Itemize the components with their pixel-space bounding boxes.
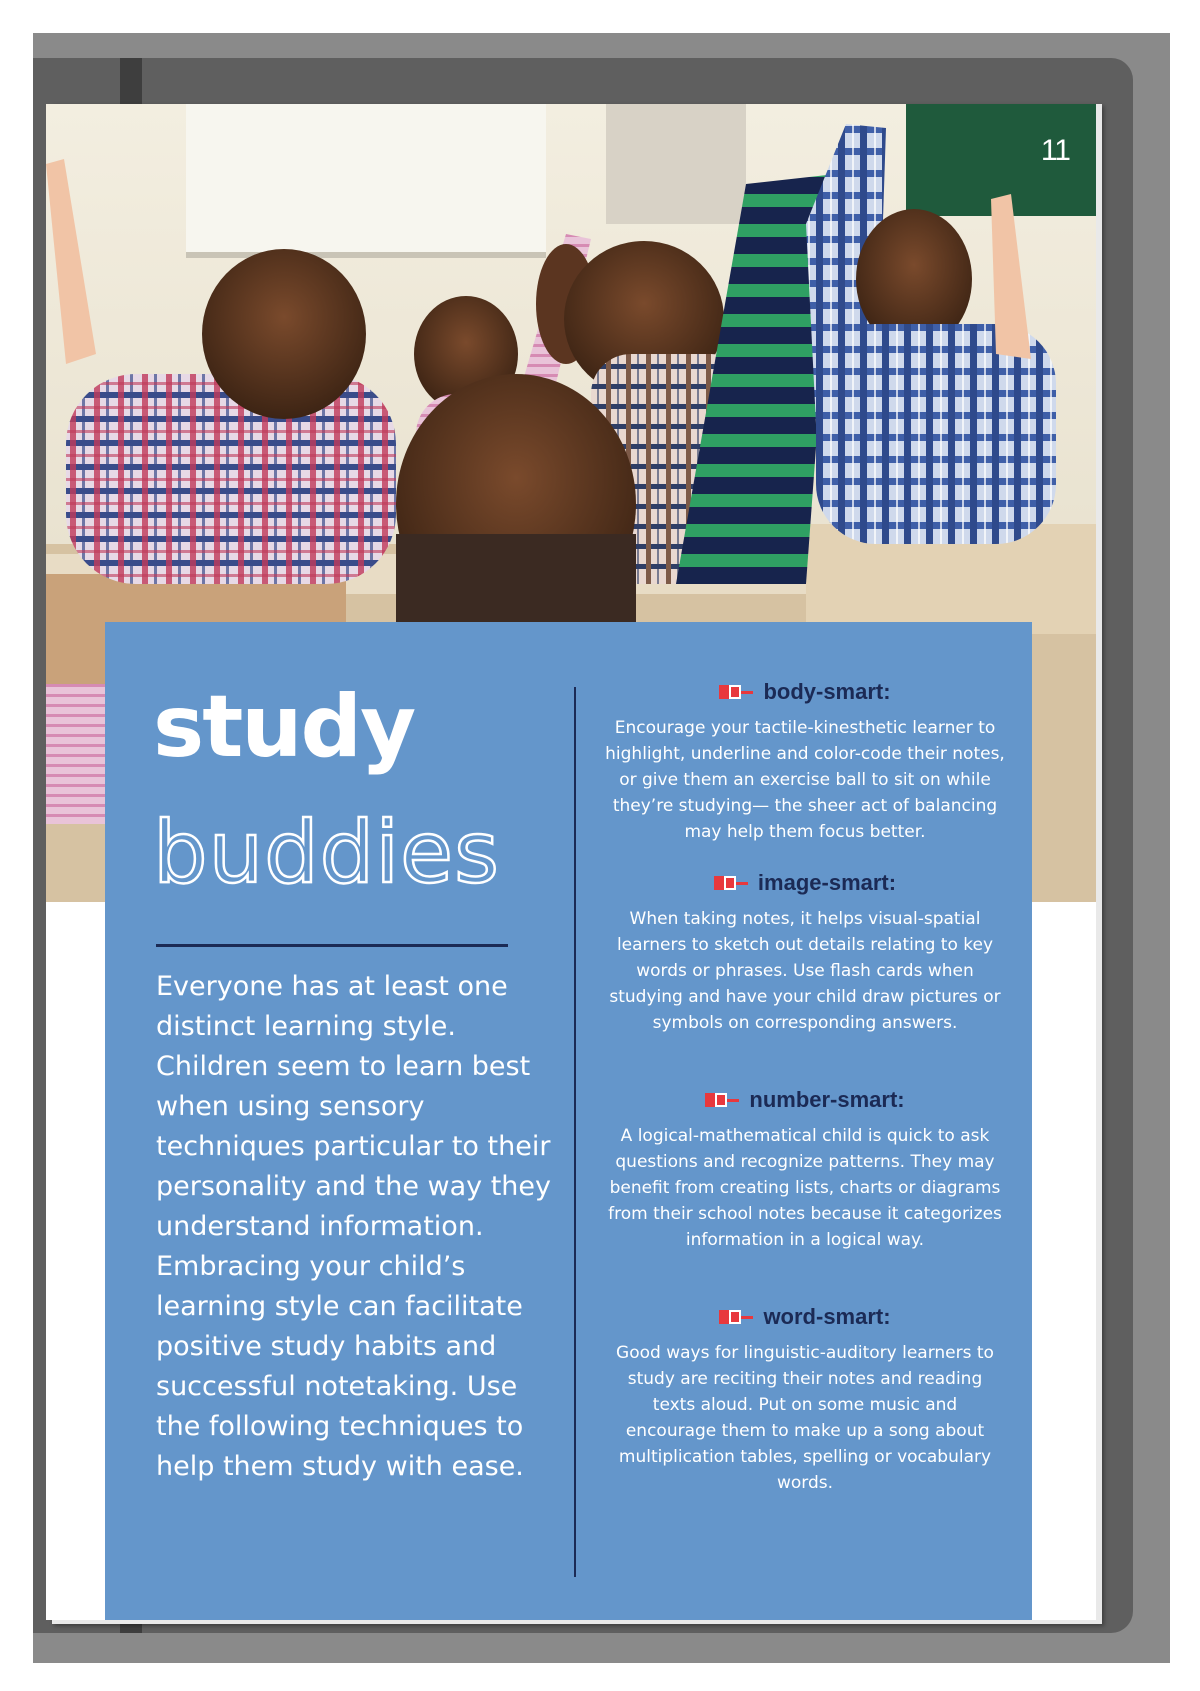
tip-heading bbox=[605, 1087, 1005, 1113]
tip-body-smart bbox=[605, 679, 1005, 845]
intro-paragraph: Everyone has at least one distinct learning style. Children seem to learn best when using sensory techniques particular to their personality and the way they understand information. Embracing your child’s learning style can facilitate positive study habits and successful notetaking. Use the following techniques to help them study with ease. bbox=[156, 971, 551, 1482]
tip-heading bbox=[605, 679, 1005, 705]
tip-text: Encourage your tactile-kinesthetic learner to highlight, underline and color-code their notes, or give them an exercise ball to sit on while they’re studying— the sheer act of balancing may help them focus better. bbox=[605, 718, 1005, 842]
title-divider bbox=[156, 944, 508, 947]
title-buddies: buddies bbox=[153, 803, 500, 903]
tip-title: word-smart: bbox=[763, 1304, 891, 1329]
flag-icon bbox=[719, 1307, 753, 1327]
content-panel bbox=[105, 622, 1032, 1620]
tip-image-smart bbox=[605, 870, 1005, 1036]
flag-icon bbox=[719, 682, 753, 702]
tip-title: image-smart: bbox=[757, 870, 897, 895]
title-study: study bbox=[153, 677, 415, 777]
column-divider bbox=[574, 687, 576, 1577]
flag-icon bbox=[705, 1090, 739, 1110]
tip-text: Good ways for linguistic-auditory learners to study are reciting their notes and reading texts aloud. Put on some music and encourage them to make up a song about multiplication tables, spelling or vocabulary words. bbox=[616, 1343, 994, 1493]
magazine-page bbox=[46, 104, 1096, 1620]
tip-heading bbox=[605, 1304, 1005, 1330]
tip-word-smart bbox=[605, 1304, 1005, 1496]
tip-heading bbox=[605, 870, 1005, 896]
tip-text: When taking notes, it helps visual-spatial learners to sketch out details relating to key words or phrases. Use flash cards when studying and have your child draw pictures or symbols on corresponding answers. bbox=[609, 909, 1001, 1033]
page-number: 11 bbox=[1040, 134, 1070, 167]
tip-title: number-smart: bbox=[749, 1087, 905, 1112]
flag-icon bbox=[714, 873, 748, 893]
tip-title: body-smart: bbox=[763, 679, 891, 704]
tip-text: A logical-mathematical child is quick to ask questions and recognize patterns. They may benefit from creating lists, charts or diagrams from their school notes because it categorizes information in a logical way. bbox=[608, 1126, 1002, 1250]
tip-number-smart bbox=[605, 1087, 1005, 1253]
